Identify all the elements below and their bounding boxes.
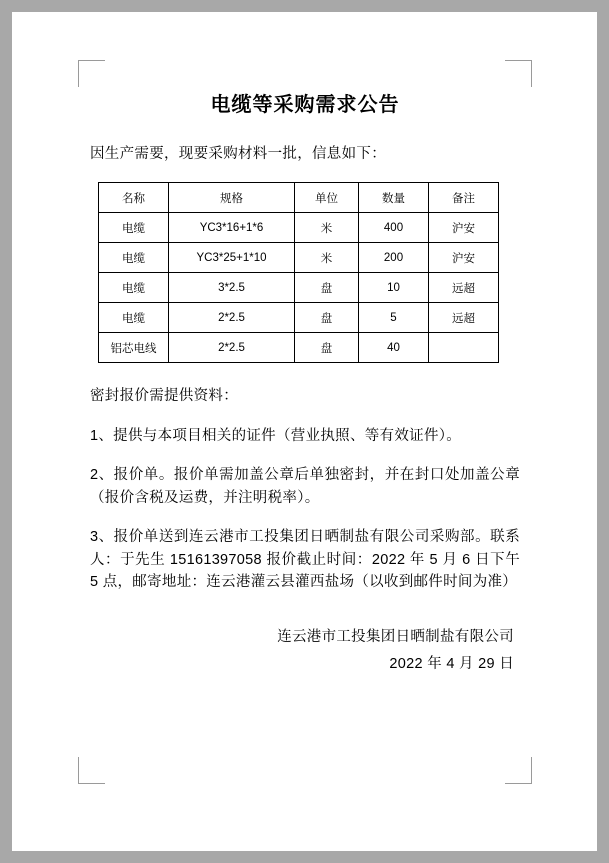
crop-mark-bottom-left [78, 757, 105, 784]
table-cell: 米 [295, 213, 359, 243]
table-header-cell: 名称 [99, 183, 169, 213]
materials-table [98, 182, 499, 363]
table-cell: 2*2.5 [169, 333, 295, 363]
table-cell: 电缆 [99, 303, 169, 333]
table-cell: 远超 [429, 303, 499, 333]
table-row [99, 303, 499, 333]
table-row [99, 213, 499, 243]
signature-block [90, 624, 520, 679]
table-header-cell: 备注 [429, 183, 499, 213]
table-cell: 3*2.5 [169, 273, 295, 303]
table-cell: 400 [359, 213, 429, 243]
table-cell: 盘 [295, 333, 359, 363]
intro-paragraph: 因生产需要，现要采购材料一批，信息如下： [90, 146, 386, 162]
requirement-item-1: 1、提供与本项目相关的证件（营业执照、等有效证件）。 [90, 427, 462, 444]
table-cell: 沪安 [429, 213, 499, 243]
table-cell: 米 [295, 243, 359, 273]
table-row [99, 243, 499, 273]
table-cell: 40 [359, 333, 429, 363]
crop-mark-bottom-right [505, 757, 532, 784]
table-header-cell: 单位 [295, 183, 359, 213]
table-cell: YC3*16+1*6 [169, 213, 295, 243]
document-page [12, 12, 597, 851]
table-header-cell: 数量 [359, 183, 429, 213]
table-header-cell: 规格 [169, 183, 295, 213]
section-heading: 密封报价需提供资料： [90, 388, 238, 405]
table-row [99, 333, 499, 363]
signature-date: 2022 年 4 月 29 日 [389, 656, 514, 673]
signature-company: 连云港市工投集团日晒制盐有限公司 [277, 628, 514, 645]
requirement-item-3: 3、报价单送到连云港市工投集团日晒制盐有限公司采购部。联系人：于先生 15161397058 报价截止时间：2022 年 5 月 6 日下午 5 点，邮寄地址：连云港灌云县灌西盐场（以收到邮件时间为准） [90, 529, 520, 591]
table-cell: 盘 [295, 303, 359, 333]
table-cell: 沪安 [429, 243, 499, 273]
table-header-row [99, 183, 499, 213]
table-cell: 盘 [295, 273, 359, 303]
page-title: 电缆等采购需求公告 [210, 92, 400, 116]
table-cell: YC3*25+1*10 [169, 243, 295, 273]
table-cell: 2*2.5 [169, 303, 295, 333]
table-cell: 电缆 [99, 213, 169, 243]
table-cell: 铝芯电线 [99, 333, 169, 363]
document-content [90, 72, 520, 679]
table-row [99, 273, 499, 303]
table-cell: 电缆 [99, 273, 169, 303]
table-cell: 远超 [429, 273, 499, 303]
table-cell: 10 [359, 273, 429, 303]
requirement-item-2: 2、报价单。报价单需加盖公章后单独密封，并在封口处加盖公章（报价含税及运费，并注明税率）。 [90, 467, 520, 506]
table-cell: 电缆 [99, 243, 169, 273]
table-cell [429, 333, 499, 363]
table-cell: 5 [359, 303, 429, 333]
table-cell: 200 [359, 243, 429, 273]
